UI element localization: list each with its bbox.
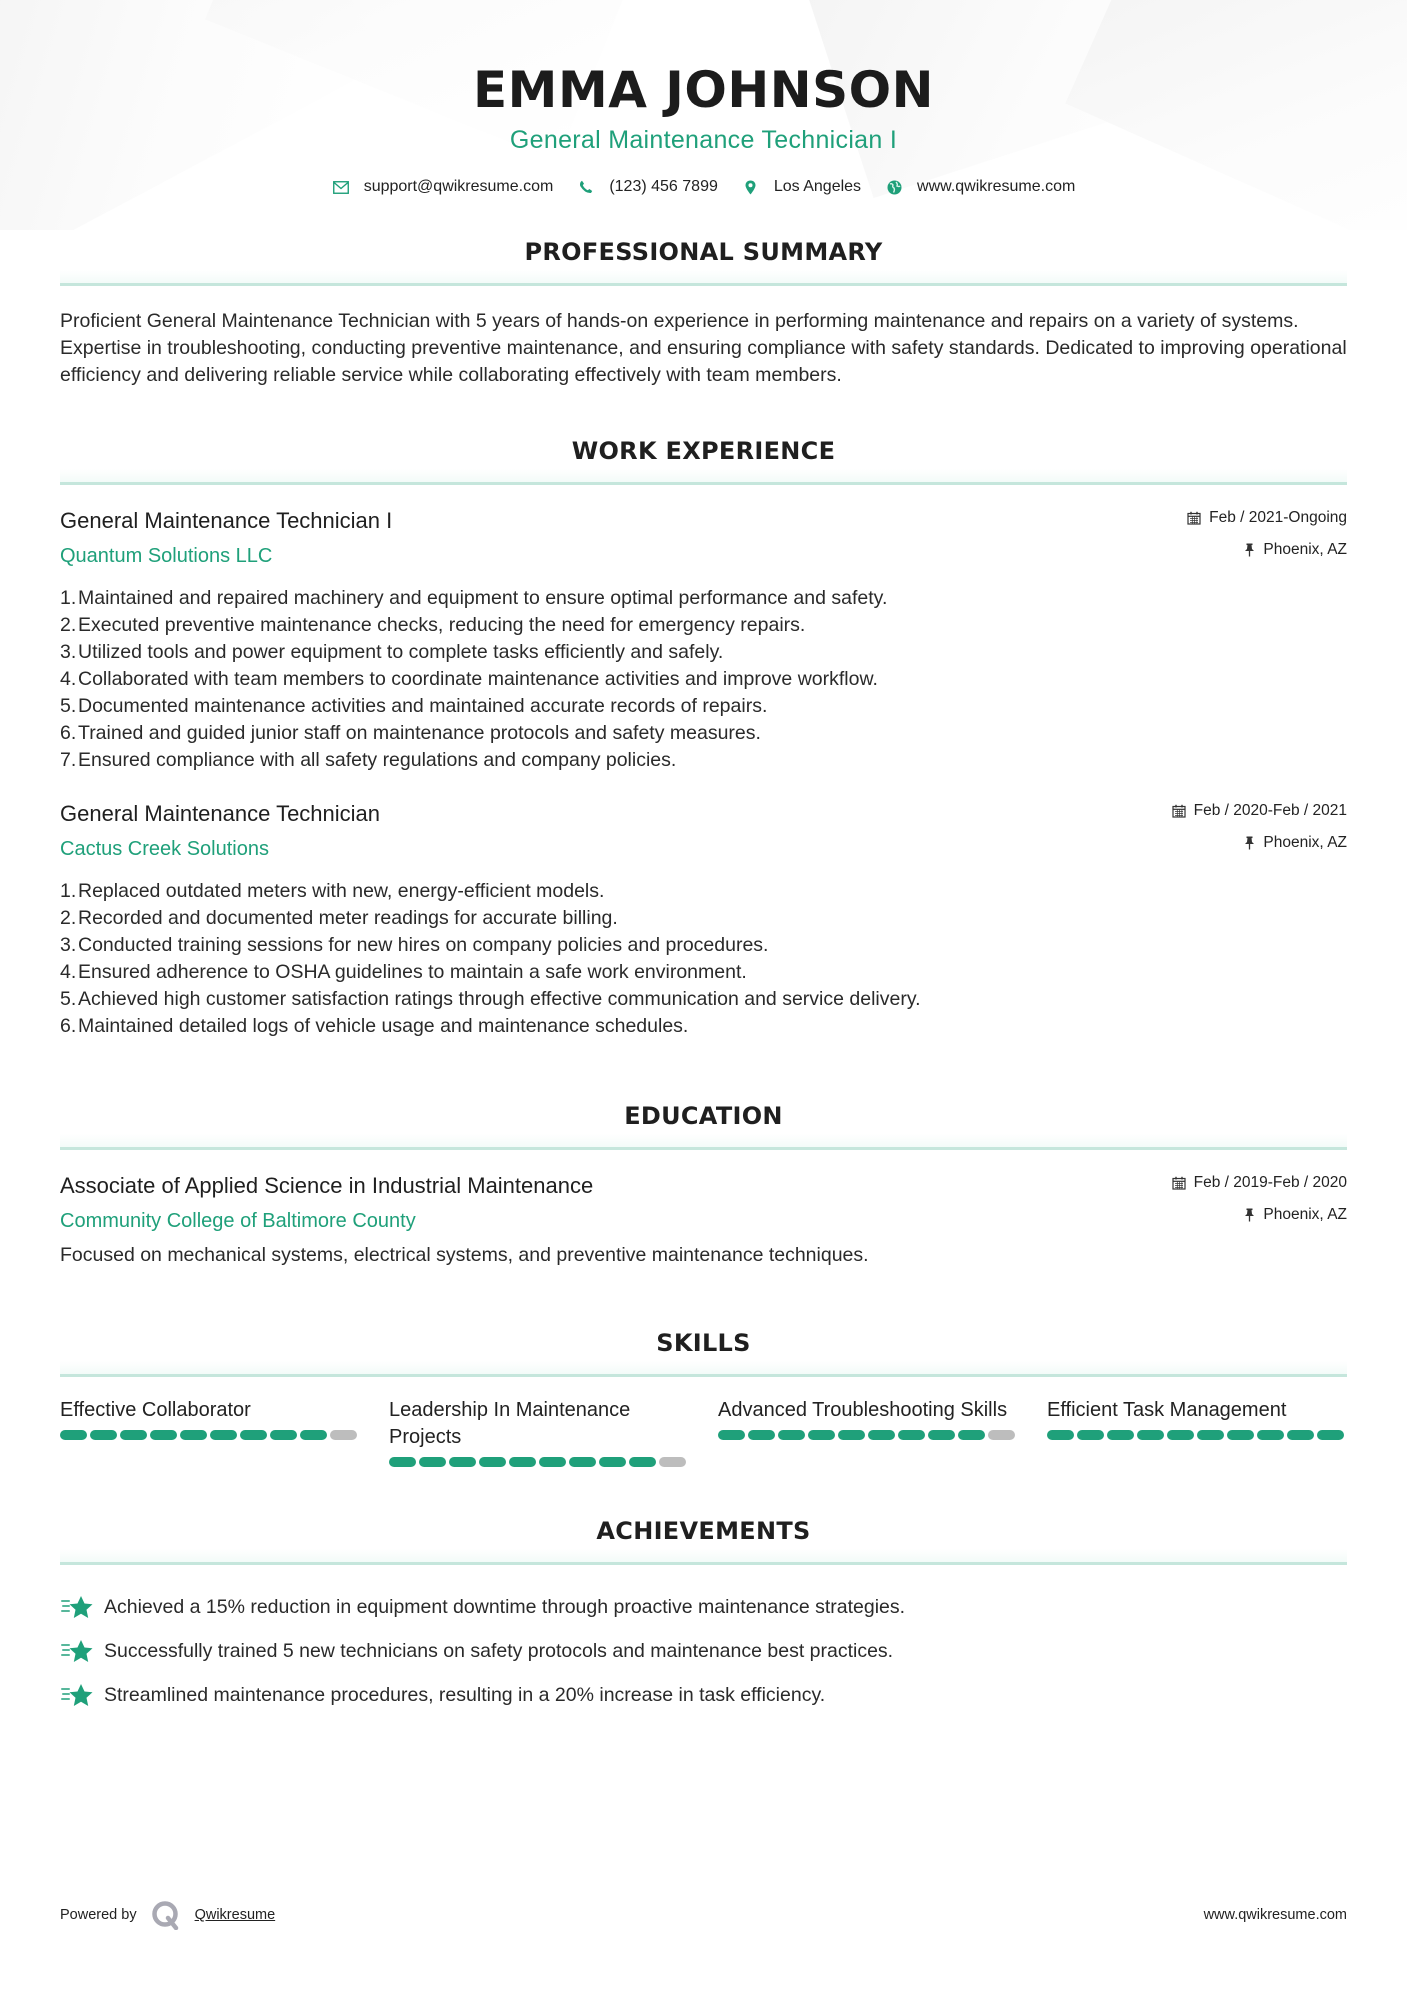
- rating-dot-filled: [958, 1430, 985, 1440]
- phone-icon: [577, 178, 595, 196]
- job-bullets: [60, 878, 1347, 1040]
- rating-dot-filled: [1317, 1430, 1344, 1440]
- rating-dot-filled: [1077, 1430, 1104, 1440]
- achievements-section: [60, 1517, 1347, 1717]
- company-name: Cactus Creek Solutions: [60, 838, 269, 860]
- rating-dot-filled: [1167, 1430, 1194, 1440]
- calendar-icon: [1172, 804, 1186, 818]
- section-heading: WORK EXPERIENCE: [571, 437, 836, 465]
- calendar-icon: [1172, 1176, 1186, 1190]
- rating-dot-filled: [419, 1457, 446, 1467]
- education-entry: [60, 1172, 1347, 1269]
- skill-name: Effective Collaborator: [60, 1399, 251, 1421]
- qwikresume-logo-icon: [151, 1900, 181, 1930]
- rating-dot-filled: [389, 1457, 416, 1467]
- bullet-item: 1. Replaced outdated meters with new, energy-efficient models.: [60, 880, 605, 902]
- rating-dot-filled: [210, 1430, 237, 1440]
- rating-dot-filled: [838, 1430, 865, 1440]
- rating-dot-empty: [659, 1457, 686, 1467]
- skill-item: [389, 1397, 689, 1467]
- summary-text: Proficient General Maintenance Technician with 5 years of hands-on experience in performing maintenance and repairs on a variety of systems. Expertise in troubleshooting, conducting preventive maintenance, and ensuring compliance with safety standards. Dedicated to improving operational efficiency and delivering reliable service while collaborating effectively with team members.: [60, 310, 1347, 386]
- candidate-name: EMMA JOHNSON: [473, 61, 934, 119]
- contact-website[interactable]: [885, 178, 1075, 196]
- bullet-item: 2. Recorded and documented meter readings for accurate billing.: [60, 907, 618, 929]
- section-heading: SKILLS: [656, 1329, 751, 1357]
- job-title: General Maintenance Technician: [60, 801, 381, 826]
- section-divider: [60, 1361, 1347, 1377]
- rating-dot-filled: [569, 1457, 596, 1467]
- education-section: [60, 1102, 1347, 1269]
- job-meta: [1172, 800, 1347, 854]
- section-heading: ACHIEVEMENTS: [596, 1517, 811, 1545]
- rating-dot-filled: [1107, 1430, 1134, 1440]
- achievement-text: Achieved a 15% reduction in equipment downtime through proactive maintenance strategies.: [104, 1595, 906, 1618]
- job-dates: Feb / 2020-Feb / 2021: [1193, 802, 1347, 819]
- rating-dot-filled: [60, 1430, 87, 1440]
- rating-dot-filled: [928, 1430, 955, 1440]
- rating-dot-filled: [270, 1430, 297, 1440]
- contact-location: [742, 178, 861, 196]
- section-divider: [60, 270, 1347, 286]
- rating-dot-filled: [778, 1430, 805, 1440]
- rating-dot-filled: [90, 1430, 117, 1440]
- rating-dot-filled: [1287, 1430, 1314, 1440]
- calendar-icon: [1187, 511, 1201, 525]
- rating-dot-filled: [120, 1430, 147, 1440]
- skill-rating: [718, 1430, 1018, 1440]
- rating-dot-filled: [748, 1430, 775, 1440]
- phone-text: (123) 456 7899: [609, 178, 718, 195]
- job-meta: [1187, 507, 1347, 561]
- rating-dot-filled: [509, 1457, 536, 1467]
- rating-dot-filled: [479, 1457, 506, 1467]
- degree-title: Associate of Applied Science in Industrial Maintenance: [60, 1173, 594, 1198]
- contact-phone[interactable]: [577, 178, 718, 196]
- achievement-item: [60, 1585, 1347, 1629]
- achievement-text: Successfully trained 5 new technicians on safety protocols and maintenance best practices.: [104, 1639, 894, 1662]
- section-heading: EDUCATION: [624, 1102, 783, 1130]
- skill-rating: [60, 1430, 360, 1440]
- summary-section: [60, 238, 1347, 389]
- website-text: www.qwikresume.com: [917, 178, 1076, 195]
- bullet-item: 6. Maintained detailed logs of vehicle usage and maintenance schedules.: [60, 1015, 689, 1037]
- resume-header: [60, 0, 1347, 196]
- rating-dot-filled: [300, 1430, 327, 1440]
- bullet-item: 1. Maintained and repaired machinery and equipment to ensure optimal performance and safety.: [60, 587, 888, 609]
- skill-item: [1047, 1397, 1347, 1467]
- rating-dot-filled: [868, 1430, 895, 1440]
- rating-dot-filled: [629, 1457, 656, 1467]
- section-heading: PROFESSIONAL SUMMARY: [524, 238, 883, 266]
- rating-dot-filled: [718, 1430, 745, 1440]
- rating-dot-filled: [1047, 1430, 1074, 1440]
- contact-email[interactable]: [332, 178, 554, 196]
- skill-item: [60, 1397, 360, 1467]
- rating-dot-filled: [599, 1457, 626, 1467]
- education-dates: Feb / 2019-Feb / 2020: [1193, 1174, 1347, 1191]
- pushpin-icon: [1244, 1208, 1255, 1222]
- job-location: Phoenix, AZ: [1263, 834, 1347, 851]
- pushpin-icon: [1244, 836, 1255, 850]
- star-icon: [60, 1637, 94, 1665]
- envelope-icon: [332, 178, 350, 196]
- page-footer: [60, 1900, 1347, 1930]
- achievement-item: [60, 1673, 1347, 1717]
- bullet-item: 4. Ensured adherence to OSHA guidelines to maintain a safe work environment.: [60, 961, 747, 983]
- rating-dot-filled: [539, 1457, 566, 1467]
- powered-by-label: Powered by: [60, 1907, 137, 1923]
- section-divider: [60, 1549, 1347, 1565]
- section-divider: [60, 1134, 1347, 1150]
- skill-name: Advanced Troubleshooting Skills: [718, 1399, 1008, 1421]
- section-divider: [60, 469, 1347, 485]
- education-location: Phoenix, AZ: [1263, 1206, 1347, 1223]
- achievement-item: [60, 1629, 1347, 1673]
- bullet-item: 6. Trained and guided junior staff on maintenance protocols and safety measures.: [60, 722, 761, 744]
- bullet-item: 3. Utilized tools and power equipment to complete tasks efficiently and safely.: [60, 641, 724, 663]
- contact-bar: [60, 178, 1347, 196]
- skills-section: [60, 1329, 1347, 1467]
- achievement-text: Streamlined maintenance procedures, resulting in a 20% increase in task efficiency.: [104, 1683, 826, 1706]
- bullet-item: 4. Collaborated with team members to coordinate maintenance activities and improve workflow.: [60, 668, 878, 690]
- bullet-item: 7. Ensured compliance with all safety regulations and company policies.: [60, 749, 677, 771]
- pushpin-icon: [1244, 543, 1255, 557]
- rating-dot-filled: [240, 1430, 267, 1440]
- globe-icon: [885, 178, 903, 196]
- company-name: Quantum Solutions LLC: [60, 545, 273, 567]
- bullet-item: 5. Achieved high customer satisfaction ratings through effective communication and service delivery.: [60, 988, 921, 1010]
- map-pin-icon: [742, 178, 760, 196]
- job-title: General Maintenance Technician I: [60, 508, 393, 533]
- job-entry: [60, 507, 1347, 774]
- rating-dot-filled: [1137, 1430, 1164, 1440]
- rating-dot-filled: [1227, 1430, 1254, 1440]
- rating-dot-empty: [330, 1430, 357, 1440]
- education-meta: [1172, 1172, 1347, 1226]
- experience-section: [60, 437, 1347, 1040]
- qwikresume-link[interactable]: Qwikresume: [194, 1907, 276, 1923]
- bullet-item: 2. Executed preventive maintenance checks, reducing the need for emergency repairs.: [60, 614, 806, 636]
- candidate-title: General Maintenance Technician I: [509, 126, 898, 154]
- rating-dot-filled: [1257, 1430, 1284, 1440]
- skill-rating: [389, 1457, 689, 1467]
- location-text: Los Angeles: [773, 178, 862, 195]
- skill-name: Efficient Task Management: [1047, 1399, 1287, 1421]
- powered-by: [60, 1900, 275, 1930]
- star-icon: [60, 1681, 94, 1709]
- rating-dot-filled: [150, 1430, 177, 1440]
- bullet-item: 5. Documented maintenance activities and maintained accurate records of repairs.: [60, 695, 768, 717]
- job-dates: Feb / 2021-Ongoing: [1209, 509, 1347, 526]
- school-name: Community College of Baltimore County: [60, 1210, 416, 1232]
- bullet-item: 3. Conducted training sessions for new hires on company policies and procedures.: [60, 934, 769, 956]
- skill-name: Leadership In Maintenance Projects: [389, 1399, 631, 1448]
- job-location: Phoenix, AZ: [1263, 541, 1347, 558]
- education-description: Focused on mechanical systems, electrical systems, and preventive maintenance techniques.: [60, 1244, 869, 1266]
- rating-dot-filled: [449, 1457, 476, 1467]
- job-bullets: [60, 585, 1347, 774]
- star-icon: [60, 1593, 94, 1621]
- footer-website[interactable]: www.qwikresume.com: [1203, 1907, 1347, 1923]
- email-text: support@qwikresume.com: [363, 178, 554, 195]
- rating-dot-empty: [988, 1430, 1015, 1440]
- rating-dot-filled: [180, 1430, 207, 1440]
- job-entry: [60, 800, 1347, 1040]
- skill-item: [718, 1397, 1018, 1467]
- rating-dot-filled: [1197, 1430, 1224, 1440]
- rating-dot-filled: [898, 1430, 925, 1440]
- skill-rating: [1047, 1430, 1347, 1440]
- rating-dot-filled: [808, 1430, 835, 1440]
